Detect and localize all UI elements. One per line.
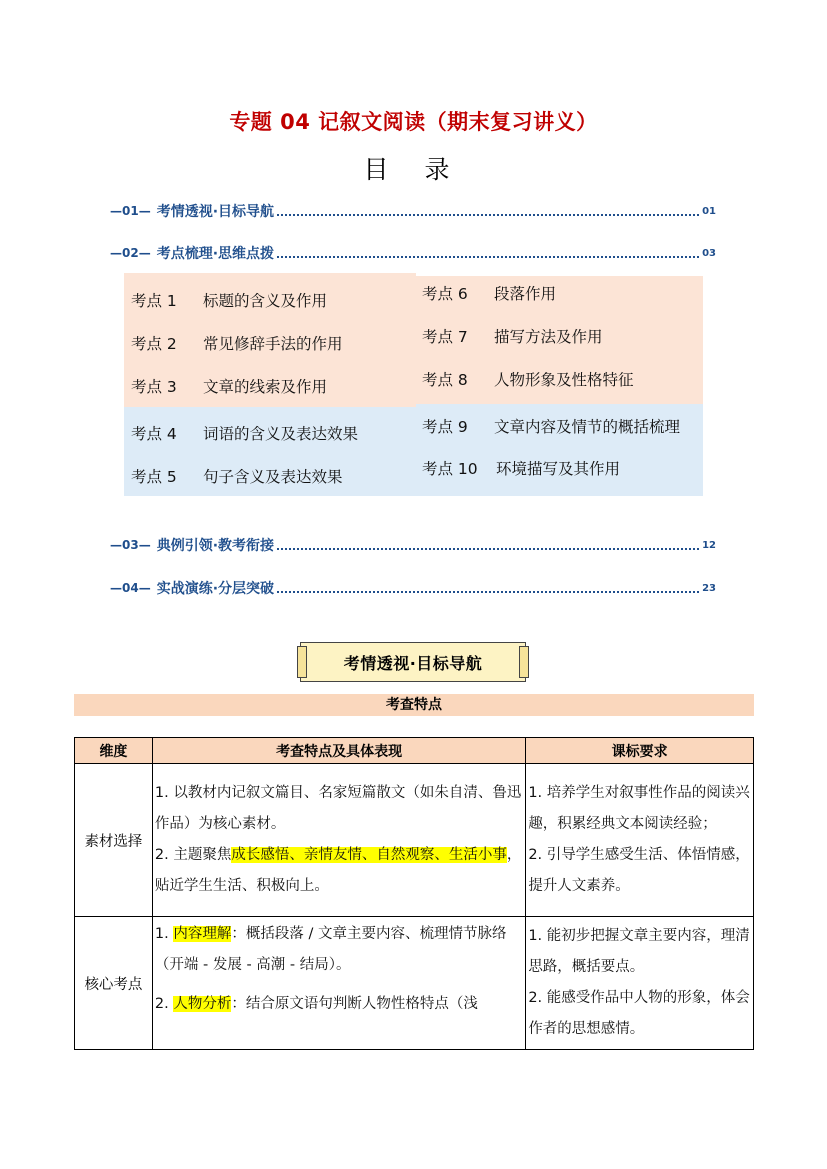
kaodian-number: 考点 6	[422, 285, 468, 303]
kaodian-item-5[interactable]	[131, 465, 343, 487]
kaodian-number: 考点 10	[422, 460, 478, 478]
toc-entry-4[interactable]	[110, 577, 716, 599]
section-banner-text: 考情透视·目标导航	[343, 653, 483, 673]
paragraph-text: 2.	[154, 996, 174, 1012]
kaodian-number: 考点 2	[131, 335, 177, 353]
kaodian-text: 段落作用	[494, 285, 557, 303]
table-cell-requirements	[526, 917, 754, 1050]
toc-entry-page: 01	[702, 205, 716, 217]
kaodian-number: 考点 1	[131, 292, 177, 310]
kaodian-item-9[interactable]	[422, 415, 680, 437]
toc-heading: 目 录	[363, 155, 464, 184]
kaodian-item-7[interactable]	[422, 325, 603, 347]
table-header-row	[75, 738, 754, 764]
kaodian-number: 考点 8	[422, 371, 468, 389]
table-cell-requirements	[526, 764, 754, 917]
table-row	[75, 917, 754, 1050]
requirement-paragraph: 1. 能初步把握文章主要内容，理清思路，概括要点。	[528, 928, 750, 975]
section-title-bar: 考查特点	[74, 694, 754, 716]
toc-entry-number: —01—	[110, 204, 151, 218]
kaodian-text: 文章内容及情节的概括梳理	[494, 418, 681, 436]
toc-entry-1[interactable]	[110, 200, 716, 222]
kaodian-number: 考点 7	[422, 328, 468, 346]
toc-entry-label: 考情透视·目标导航	[156, 204, 275, 220]
highlighted-text: 人物分析	[173, 996, 232, 1012]
highlighted-text: 成长感悟、亲情友情、自然观察、生活小事	[231, 847, 507, 863]
table-header-cell: 维度	[75, 738, 153, 764]
kaodian-text: 人物形象及性格特征	[494, 371, 634, 389]
feature-paragraph	[155, 840, 523, 902]
kaodian-number: 考点 3	[131, 378, 177, 396]
kaodian-item-8[interactable]	[422, 368, 634, 390]
toc-entry-number: —02—	[110, 246, 151, 260]
kaodian-text: 常见修辞手法的作用	[203, 335, 343, 353]
kaodian-text: 标题的含义及作用	[203, 292, 328, 310]
kaodian-item-2[interactable]	[131, 332, 343, 354]
paragraph-text: ：概括段落 / 文章主要内容、梳理情节脉络（开端 - 发展 - 高潮 - 结局）。	[154, 926, 507, 973]
toc-leader-dots	[277, 583, 699, 593]
kaodian-text: 句子含义及表达效果	[203, 468, 343, 486]
paragraph-text: 2. 主题聚焦	[154, 847, 232, 863]
feature-paragraph	[155, 989, 523, 1020]
toc-leader-dots	[277, 540, 699, 550]
table-header-cell: 考查特点及具体表现	[152, 738, 525, 764]
toc-entry-number: —04—	[110, 581, 151, 595]
kaodian-text: 描写方法及作用	[494, 328, 603, 346]
toc-entry-3[interactable]	[110, 534, 716, 556]
kaodian-item-4[interactable]	[131, 422, 358, 444]
kaodian-number: 考点 9	[422, 418, 468, 436]
document-title: 专题 04 记叙文阅读（期末复习讲义）	[229, 110, 598, 134]
highlighted-text: 内容理解	[173, 926, 232, 942]
kaodian-text: 文章的线索及作用	[203, 378, 328, 396]
section-banner	[300, 642, 526, 682]
toc-entry-label: 典例引领·教考衔接	[156, 538, 275, 554]
requirement-paragraph: 2. 引导学生感受生活、体悟情感，提升人文素养。	[528, 847, 750, 894]
paragraph-text: ：结合原文语句判断人物性格特点（浅	[231, 996, 478, 1012]
toc-leader-dots	[277, 206, 699, 216]
table-cell-features	[152, 764, 525, 917]
table-row	[75, 764, 754, 917]
kaodian-number: 考点 4	[131, 425, 177, 443]
feature-paragraph: 1. 以教材内记叙文篇目、名家短篇散文（如朱自清、鲁迅作品）为核心素材。	[154, 785, 522, 832]
toc-entry-page: 03	[702, 247, 716, 259]
toc-entry-page: 12	[702, 539, 716, 551]
paragraph-text: ，贴近学生生活、积极向上。	[154, 847, 522, 894]
table-cell-dimension: 素材选择	[75, 764, 153, 917]
feature-paragraph	[155, 919, 523, 981]
kaodian-text: 词语的含义及表达效果	[203, 425, 359, 443]
kaodian-number: 考点 5	[131, 468, 177, 486]
toc-entry-2[interactable]	[110, 242, 716, 264]
kaodian-item-6[interactable]	[422, 282, 556, 304]
kaodian-item-1[interactable]	[131, 289, 327, 311]
kaodian-text: 环境描写及其作用	[496, 460, 621, 478]
table-cell-features	[152, 917, 525, 1050]
requirement-paragraph: 2. 能感受作品中人物的形象，体会作者的思想感情。	[528, 990, 750, 1037]
table-cell-dimension: 核心考点	[75, 917, 153, 1050]
toc-entry-label: 实战演练·分层突破	[156, 581, 275, 597]
paragraph-text: 1.	[154, 926, 174, 942]
toc-entry-label: 考点梳理·思维点拨	[156, 246, 275, 262]
requirement-paragraph: 1. 培养学生对叙事性作品的阅读兴趣，积累经典文本阅读经验；	[528, 785, 750, 832]
toc-entry-page: 23	[702, 582, 716, 594]
kaodian-item-3[interactable]	[131, 375, 327, 397]
toc-leader-dots	[277, 248, 699, 258]
toc-entry-number: —03—	[110, 538, 151, 552]
kaodian-item-10[interactable]	[422, 457, 620, 479]
table-header-cell: 课标要求	[526, 738, 754, 764]
exam-features-table	[74, 737, 754, 1050]
